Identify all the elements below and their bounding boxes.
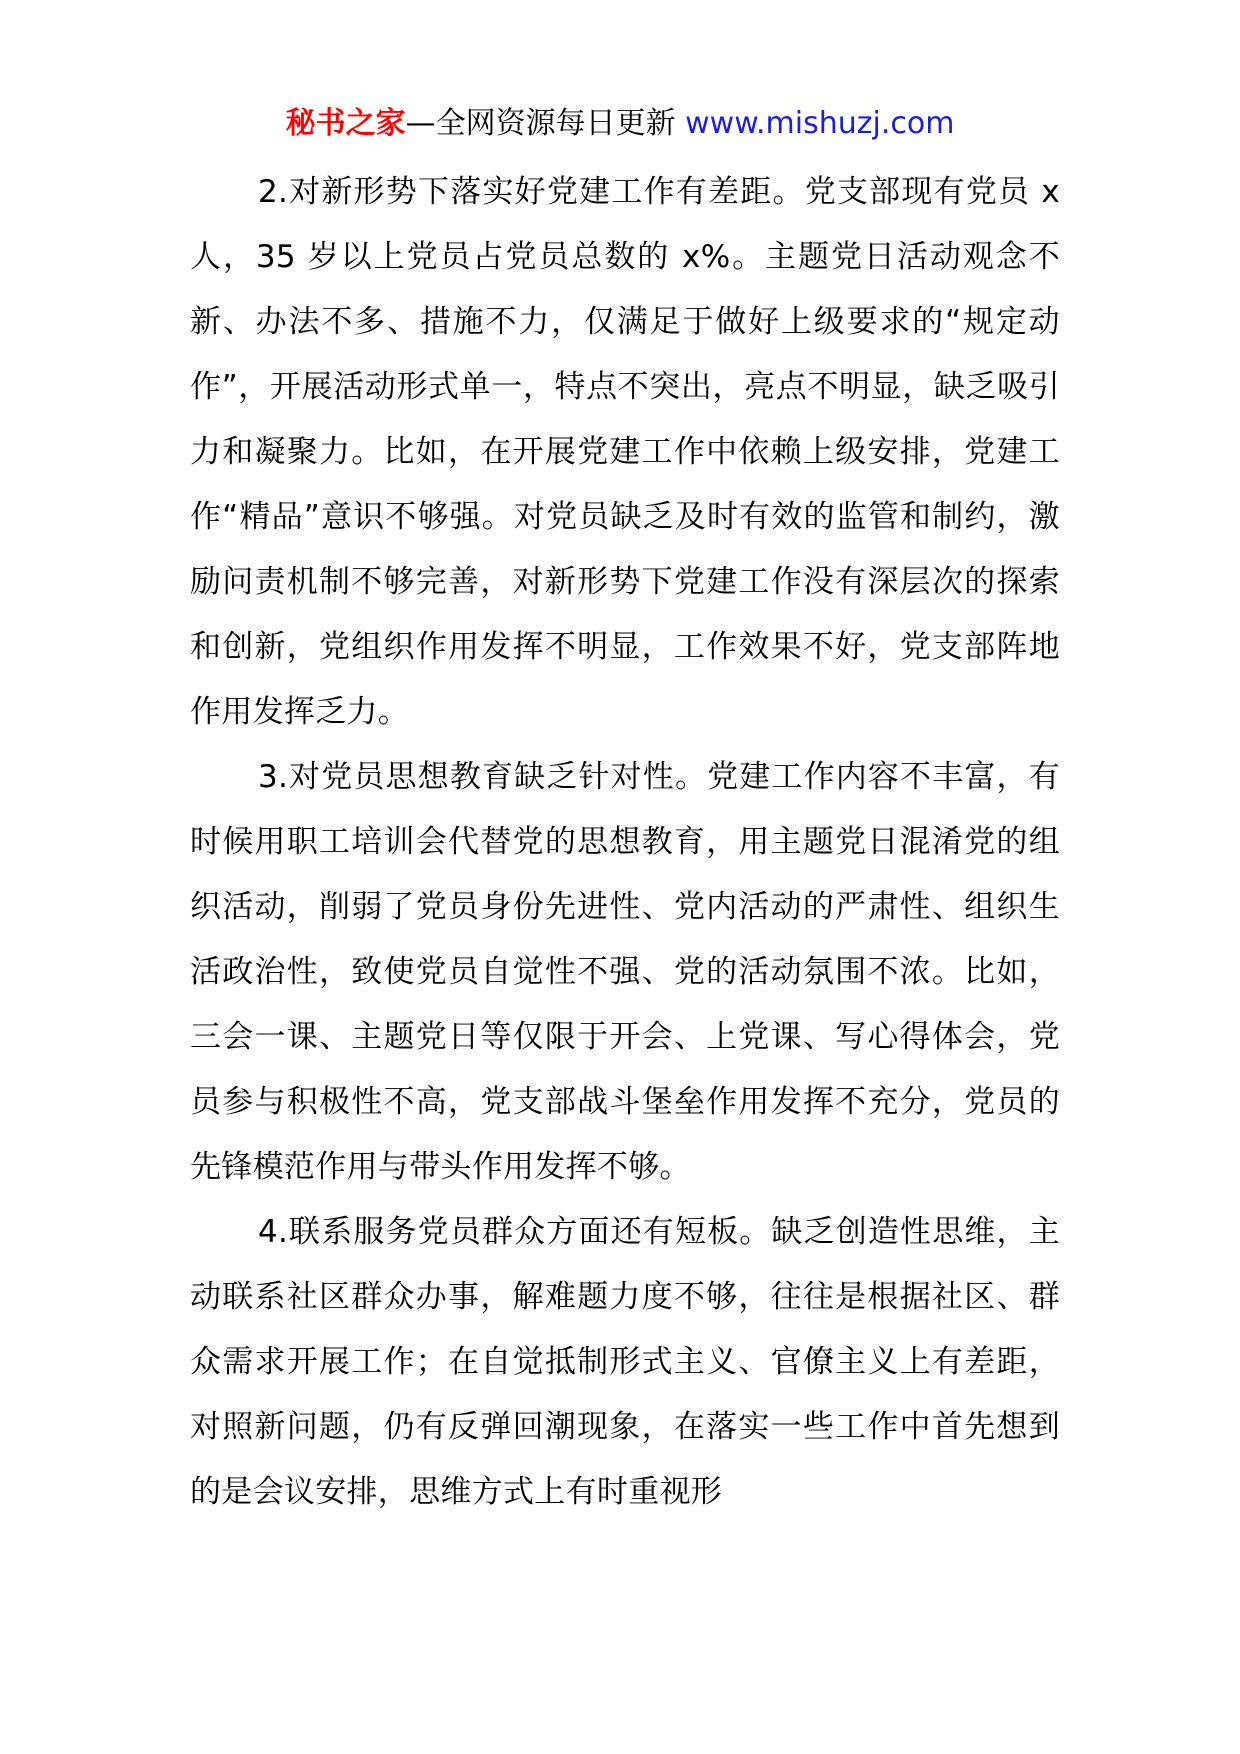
header-brand: 秘书之家 [285,106,406,141]
paragraph-item-4: 4.联系服务党员群众方面还有短板。缺乏创造性思维，主动联系社区群众办事，解难题力度不够，往往是根据社区、群众需求开展工作；在自觉抵制形式主义、官僚主义上有差距，对照新问题，仍有反弹回潮现象，在落实一些工作中首先想到的是会议安排，思维方式上有时重视形 [190,1214,1060,1510]
page-header [0,102,1240,146]
paragraph-item-2: 2.对新形势下落实好党建工作有差距。党支部现有党员 x 人，35 岁以上党员占党员总数的 x%。主题党日活动观念不新、办法不多、措施不力，仅满足于做好上级要求的“规定动作”，开展活动形式单一，特点不突出，亮点不明显，缺乏吸引力和凝聚力。比如，在开展党建工作中依赖上级安排，党建工作“精品”意识不够强。对党员缺乏及时有效的监管和制约，激励问责机制不够完善，对新形势下党建工作没有深层次的探索和创新，党组织作用发挥不明显，工作效果不好，党支部阵地作用发挥乏力。 [190,174,1060,730]
header-url-link[interactable]: www.mishuzj.com [685,106,955,141]
document-body [190,160,1060,1525]
paragraph-item-3: 3.对党员思想教育缺乏针对性。党建工作内容不丰富，有时候用职工培训会代替党的思想教育，用主题党日混淆党的组织活动，削弱了党员身份先进性、党内活动的严肃性、组织生活政治性，致使党员自觉性不强、党的活动氛围不浓。比如，三会一课、主题党日等仅限于开会、上党课、写心得体会，党员参与积极性不高，党支部战斗堡垒作用发挥不充分，党员的先锋模范作用与带头作用发挥不够。 [190,759,1060,1185]
header-tagline: —全网资源每日更新 [405,106,676,141]
